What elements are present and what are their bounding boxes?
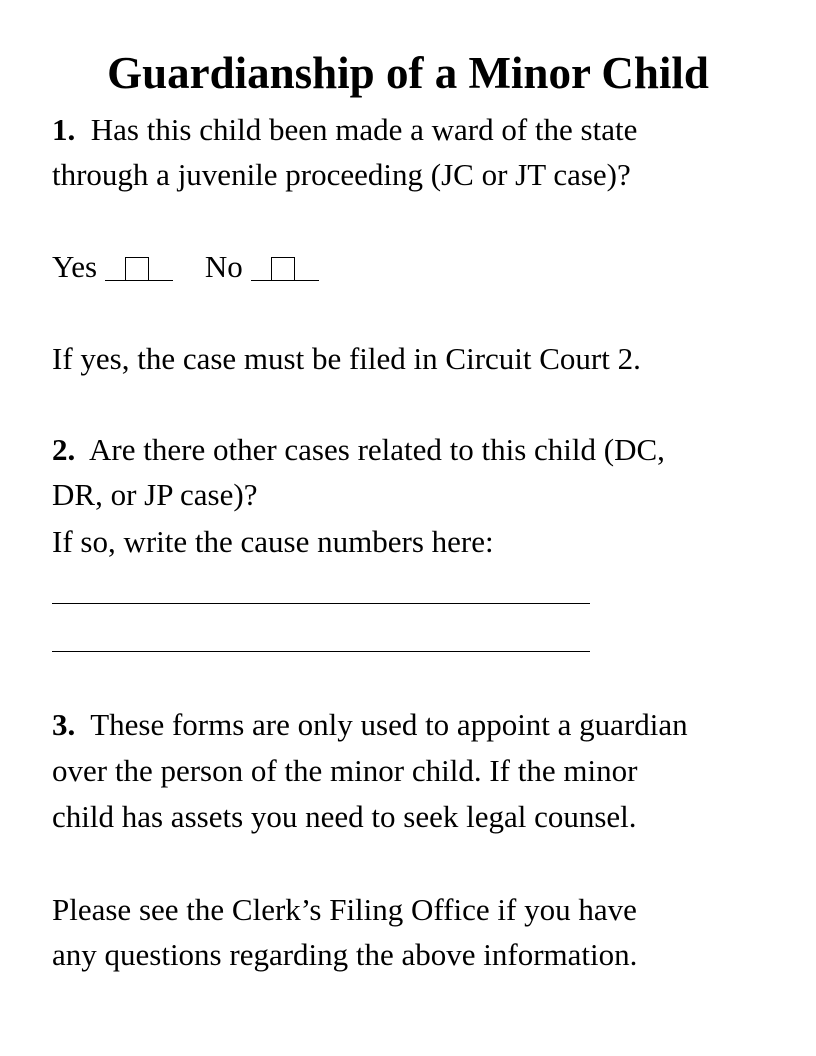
question-1-number: 1. [52,112,76,147]
no-checkbox[interactable] [251,254,319,281]
question-3-line-3: child has assets you need to seek legal counsel. [52,799,637,834]
question-3-number: 3. [52,707,76,742]
question-1-note: If yes, the case must be filed in Circuit Court 2. [52,341,641,376]
question-2-line-3: If so, write the cause numbers here: [52,524,494,559]
question-3-line-2: over the person of the minor child. If the minor [52,753,638,788]
yes-label: Yes [52,249,98,284]
question-2-line-1 [52,432,665,468]
question-1-line-1 [52,112,637,148]
checkbox-icon [125,257,149,280]
question-2-number: 2. [52,432,76,467]
no-label: No [204,249,243,284]
question-1-text: Has this child been made a ward of the state [90,112,638,147]
yes-no-row [52,249,319,285]
question-3-text: These forms are only used to appoint a guardian [90,707,688,742]
cause-number-line-2[interactable] [52,651,590,652]
question-2-text: Are there other cases related to this child (DC, [89,432,665,467]
yes-checkbox[interactable] [105,254,173,281]
question-1-line-2: through a juvenile proceeding (JC or JT case)? [52,157,631,192]
cause-number-line-1[interactable] [52,603,590,604]
question-2-line-2: DR, or JP case)? [52,477,258,512]
page-title: Guardianship of a Minor Child [107,48,709,98]
question-3-line-1 [52,707,688,743]
checkbox-icon [271,257,295,280]
footer-line-1: Please see the Clerk’s Filing Office if you have [52,892,637,927]
footer-line-2: any questions regarding the above information. [52,937,638,972]
